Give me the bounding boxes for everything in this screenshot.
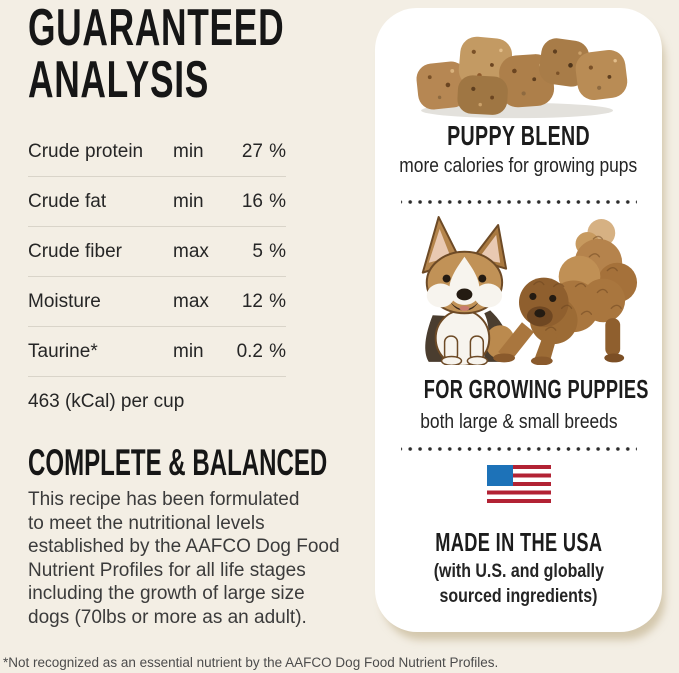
dotted-divider (401, 199, 637, 205)
complete-balanced-title: COMPLETE & BALANCED (28, 442, 328, 483)
nutrient-label: Crude protein (28, 140, 144, 162)
nutrient-qualifier: min (173, 340, 204, 362)
us-flag-icon (487, 465, 551, 503)
nutrient-unit: % (269, 240, 286, 262)
nutrient-value: 12 (241, 290, 263, 312)
table-row (28, 177, 286, 227)
nutrient-unit: % (269, 290, 286, 312)
nutrient-value: 27 (241, 140, 263, 162)
guaranteed-analysis-title (28, 0, 405, 109)
nutrient-unit: % (269, 140, 286, 162)
feature-card (375, 8, 662, 632)
nutrient-qualifier: min (173, 140, 204, 162)
paragraph-line: including the growth of large size (28, 583, 305, 604)
paragraph-line: to meet the nutritional levels (28, 512, 265, 534)
puppies-illustration (395, 211, 643, 365)
table-row (28, 227, 286, 277)
nutrient-label: Crude fat (28, 190, 107, 212)
paragraph-line: This recipe has been formulated (28, 489, 300, 510)
corgi (422, 217, 514, 365)
nutrient-unit: % (269, 340, 286, 362)
nutrient-label: Moisture (28, 290, 101, 312)
made-in-usa-subtitle: (with U.S. and globally sourced ingredients) (433, 561, 604, 607)
puppy-blend-subtitle: more calories for growing pups (399, 155, 638, 177)
nutrient-qualifier: max (173, 290, 209, 312)
table-row (28, 127, 286, 177)
dotted-divider (401, 446, 637, 452)
title-line-1: GUARANTEED (28, 0, 285, 57)
analysis-table (28, 127, 286, 377)
table-row (28, 277, 286, 327)
paragraph-line: Nutrient Profiles for all life stages (28, 559, 306, 581)
made-in-usa-title: MADE IN THE USA (434, 527, 603, 557)
flag-canton (487, 465, 513, 486)
dogs-watercolor-icon (395, 211, 643, 365)
nutrient-label: Crude fiber (28, 240, 122, 262)
doodle (493, 219, 637, 365)
kibble-image (400, 26, 638, 122)
nutrient-label: Taurine* (28, 340, 98, 362)
footnote: *Not recognized as an essential nutrient by the AAFCO Dog Food Nutrient Profiles. (3, 655, 499, 670)
aafco-paragraph (28, 488, 348, 629)
title-line-2: ANALYSIS (28, 51, 209, 109)
nutrient-value: 0.2 (236, 340, 263, 362)
growing-puppies-title: FOR GROWING PUPPIES (423, 374, 649, 404)
paragraph-line: established by the AAFCO Dog Food (28, 536, 340, 557)
puppy-blend-title: PUPPY BLEND (447, 120, 590, 151)
nutrient-qualifier: max (173, 240, 209, 262)
nutrient-value: 16 (241, 190, 263, 212)
nutrient-unit: % (269, 190, 286, 212)
kibble-photo (400, 26, 638, 122)
table-row (28, 327, 286, 377)
nutrient-value: 5 (252, 240, 263, 262)
growing-puppies-subtitle: both large & small breeds (419, 411, 618, 433)
paragraph-line: dogs (70lbs or more as an adult). (28, 606, 307, 628)
calories-note: 463 (kCal) per cup (28, 391, 185, 412)
nutrient-qualifier: min (173, 190, 204, 212)
